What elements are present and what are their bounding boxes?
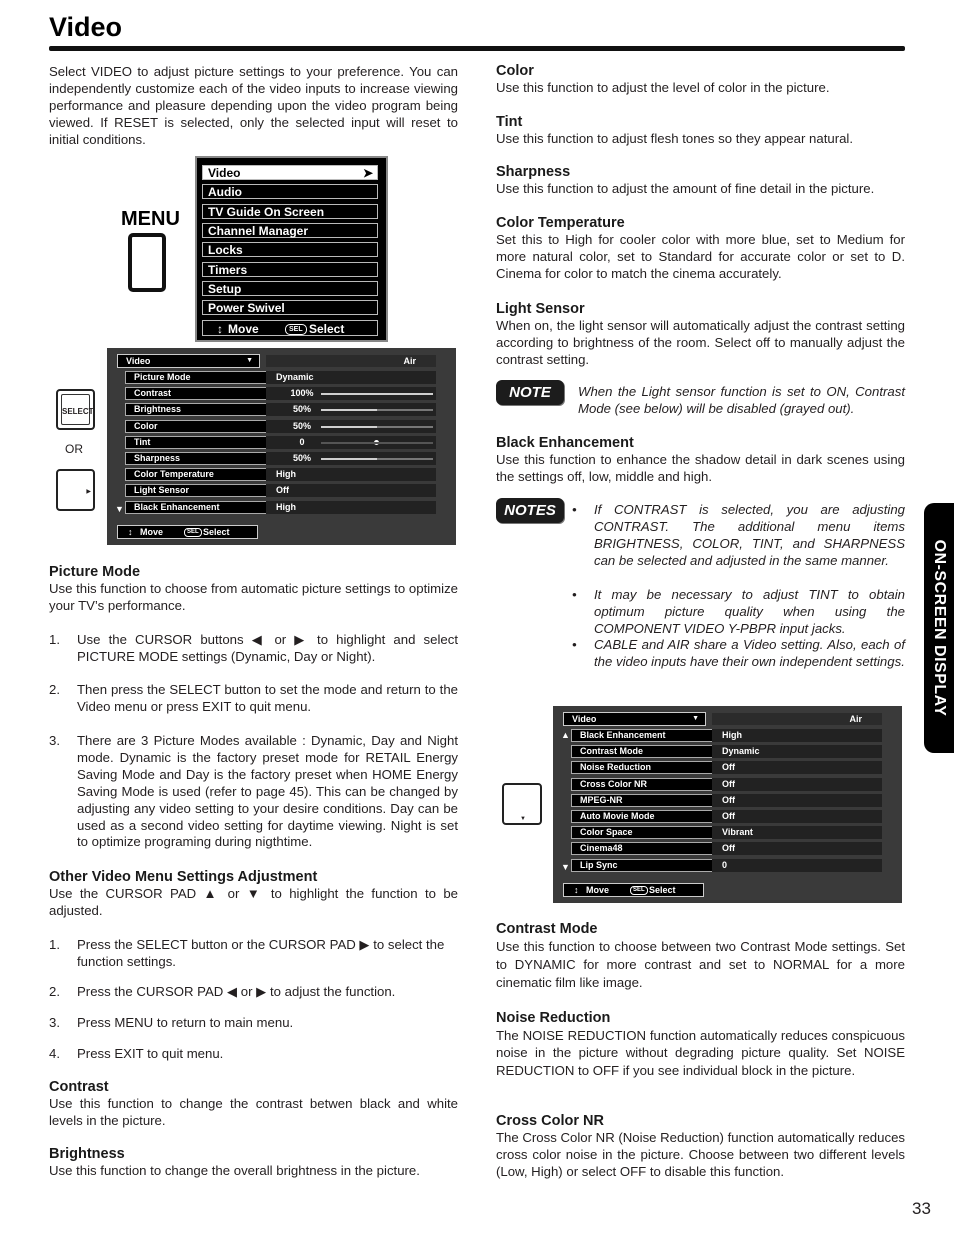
intro-text: Select VIDEO to adjust picture settings to your preference. You can independently customize each of the video inputs to increase viewing performance and pleasure depending upon the video program being viewed. If RESET is selected, only the selected input will reset to initial conditions. <box>49 64 458 147</box>
color-text: Use this function to adjust the level of color in the picture. <box>496 80 830 95</box>
menu-row-value: 0 <box>266 436 436 449</box>
main-menu-item-video[interactable]: Video ➤ <box>202 165 378 180</box>
light-sensor-text: When on, the light sensor will automatically adjust the contrast setting according to brightness of the room. Select off to manually adjust the contrast setting. <box>496 318 905 367</box>
menu-row-label[interactable]: Cross Color NR <box>571 778 713 791</box>
menu-row-label[interactable]: Sharpness <box>125 452 267 465</box>
menu-button-label: MENU <box>121 208 180 230</box>
menu-row-value: 50% <box>266 452 436 465</box>
video-menu-header: Video ▼ <box>563 712 706 726</box>
section-side-tab: ON-SCREEN DISPLAY <box>924 503 954 753</box>
note-text: When the Light sensor function is set to ON, Contrast Mode (see below) will be disabled (grayed out). <box>578 384 905 416</box>
menu-row-value: 50% <box>266 403 436 416</box>
menu-row-value: Off <box>712 794 882 807</box>
menu-row-value: High <box>266 501 436 514</box>
note-badge: NOTE <box>496 380 564 405</box>
or-label: OR <box>65 442 83 456</box>
page-number: 33 <box>912 1199 931 1218</box>
menu-row-label[interactable]: Contrast Mode <box>571 745 713 758</box>
black-enhancement-text: Use this function to enhance the shadow detail in dark scenes using the settings off, low, middle and high. <box>496 452 905 484</box>
source-label: Air <box>266 355 436 367</box>
video-menu-footer: ↕ Move SEL Select <box>563 883 704 897</box>
menu-row-value: Off <box>712 810 882 823</box>
notes-badge: NOTES <box>496 498 564 523</box>
cursor-pad-icon <box>56 469 95 511</box>
tint-text: Use this function to adjust flesh tones so they appear natural. <box>496 131 854 146</box>
menu-row-value: Off <box>712 778 882 791</box>
menu-row-label[interactable]: Contrast <box>125 387 267 400</box>
cross-color-nr-heading: Cross Color NR <box>496 1113 604 1129</box>
menu-row-value: Off <box>266 484 436 497</box>
black-enhancement-heading: Black Enhancement <box>496 435 634 451</box>
arrow-right-icon: ➤ <box>362 166 373 180</box>
brightness-heading: Brightness <box>49 1146 125 1162</box>
menu-row-label[interactable]: Brightness <box>125 403 267 416</box>
video-menu-footer: ↕ Move SEL Select <box>117 525 258 539</box>
main-menu-item-channel-manager[interactable]: Channel Manager <box>202 223 378 238</box>
sel-icon: SEL <box>630 886 648 895</box>
menu-row-label[interactable]: Black Enhancement <box>125 501 267 514</box>
menu-row-value: Off <box>712 761 882 774</box>
menu-row-label[interactable]: Color Temperature <box>125 468 267 481</box>
menu-row-label[interactable]: MPEG-NR <box>571 794 713 807</box>
cross-color-nr-text: The Cross Color NR (Noise Reduction) function automatically reduces cross color noise in the picture. Choose between two different levels (Low, High) or select OFF to disable this function. <box>496 1130 905 1179</box>
color-temperature-text: Set this to High for cooler color with more blue, set to Medium for more natural color, set to Standard for accurate color or set to D. Cinema for color to match the cinema accurately. <box>496 232 905 281</box>
move-icon: ↕ <box>217 322 223 336</box>
chevron-down-icon: ▼ <box>246 357 253 364</box>
select-button-icon: SELECT <box>56 389 95 430</box>
scroll-down-icon: ▼ <box>115 504 124 514</box>
brightness-text: Use this function to change the overall brightness in the picture. <box>49 1163 420 1178</box>
sharpness-text: Use this function to adjust the amount of fine detail in the picture. <box>496 181 875 196</box>
menu-row-label[interactable]: Black Enhancement <box>571 729 713 742</box>
menu-row-label[interactable]: Color <box>125 420 267 433</box>
menu-row-value: Dynamic <box>266 371 436 384</box>
arrow-right-small-icon: ▶ <box>86 489 91 495</box>
menu-row-label[interactable]: Picture Mode <box>125 371 267 384</box>
other-settings-heading: Other Video Menu Settings Adjustment <box>49 869 318 885</box>
menu-button-icon <box>128 233 166 292</box>
tint-heading: Tint <box>496 114 523 130</box>
level-slider[interactable] <box>321 458 433 460</box>
move-icon: ↕ <box>574 885 579 895</box>
contrast-heading: Contrast <box>49 1079 109 1095</box>
level-slider[interactable] <box>321 426 433 428</box>
cursor-pad-icon <box>502 783 542 825</box>
color-heading: Color <box>496 63 534 79</box>
menu-row-label[interactable]: Lip Sync <box>571 859 713 872</box>
title-rule <box>49 46 905 51</box>
menu-row-value: Off <box>712 842 882 855</box>
source-label: Air <box>712 713 882 725</box>
video-menu-header: Video ▼ <box>117 354 260 368</box>
level-slider[interactable] <box>321 442 433 444</box>
level-slider[interactable] <box>321 393 433 395</box>
arrow-down-small-icon: ▼ <box>520 816 526 822</box>
main-menu-item-locks[interactable]: Locks <box>202 242 378 257</box>
move-icon: ↕ <box>128 527 133 537</box>
sharpness-heading: Sharpness <box>496 164 571 180</box>
main-menu-item-tv-guide[interactable]: TV Guide On Screen <box>202 204 378 219</box>
scroll-down-icon: ▼ <box>561 862 570 872</box>
level-slider[interactable] <box>321 409 433 411</box>
noise-reduction-text: The NOISE REDUCTION function automatically reduces conspicuous noise in the picture without degrading picture quality. Set NOISE REDUCTION to OFF if you see individual block in the picture. <box>496 1028 905 1078</box>
sel-icon: SEL <box>184 528 202 537</box>
menu-row-value: High <box>266 468 436 481</box>
menu-row-label[interactable]: Light Sensor <box>125 484 267 497</box>
sel-icon: SEL <box>285 324 307 335</box>
main-menu-item-timers[interactable]: Timers <box>202 262 378 277</box>
video-menu-screen-1 <box>107 348 456 545</box>
main-menu-item-audio[interactable]: Audio <box>202 184 378 199</box>
contrast-mode-heading: Contrast Mode <box>496 921 598 937</box>
menu-row-label[interactable]: Auto Movie Mode <box>571 810 713 823</box>
menu-row-label[interactable]: Color Space <box>571 826 713 839</box>
main-menu-screen <box>195 156 388 342</box>
video-menu-screen-2 <box>553 706 902 903</box>
color-temperature-heading: Color Temperature <box>496 215 625 231</box>
scroll-up-icon: ▲ <box>561 730 570 740</box>
picture-mode-heading: Picture Mode <box>49 564 141 580</box>
picture-mode-text: Use this function to choose from automatic picture settings to optimize your TV’s performance. <box>49 581 459 613</box>
menu-row-value: 100% <box>266 387 436 400</box>
menu-row-value: Vibrant <box>712 826 882 839</box>
menu-row-value: Dynamic <box>712 745 882 758</box>
main-menu-item-power-swivel[interactable]: Power Swivel <box>202 300 378 315</box>
menu-row-label[interactable]: Noise Reduction <box>571 761 713 774</box>
menu-row-value: 50% <box>266 420 436 433</box>
chevron-down-icon: ▼ <box>692 715 699 722</box>
other-settings-text: Use the CURSOR PAD ▲ or ▼ to highlight the function to be adjusted. <box>49 886 458 918</box>
noise-reduction-heading: Noise Reduction <box>496 1010 611 1026</box>
page-title: Video <box>49 12 123 42</box>
main-menu-footer: ↕ Move SEL Select <box>202 320 378 336</box>
light-sensor-heading: Light Sensor <box>496 301 585 317</box>
menu-row-value: High <box>712 729 882 742</box>
main-menu-item-setup[interactable]: Setup <box>202 281 378 296</box>
contrast-mode-text: Use this function to choose between two Contrast Mode settings. Set to DYNAMIC for more contrast and set to NORMAL for a more cinematic film like image. <box>496 939 905 990</box>
menu-row-label[interactable]: Tint <box>125 436 267 449</box>
menu-row-label[interactable]: Cinema48 <box>571 842 713 855</box>
contrast-text: Use this function to change the contrast betwen black and white levels in the picture. <box>49 1096 458 1128</box>
menu-row-value: 0 <box>712 859 882 872</box>
